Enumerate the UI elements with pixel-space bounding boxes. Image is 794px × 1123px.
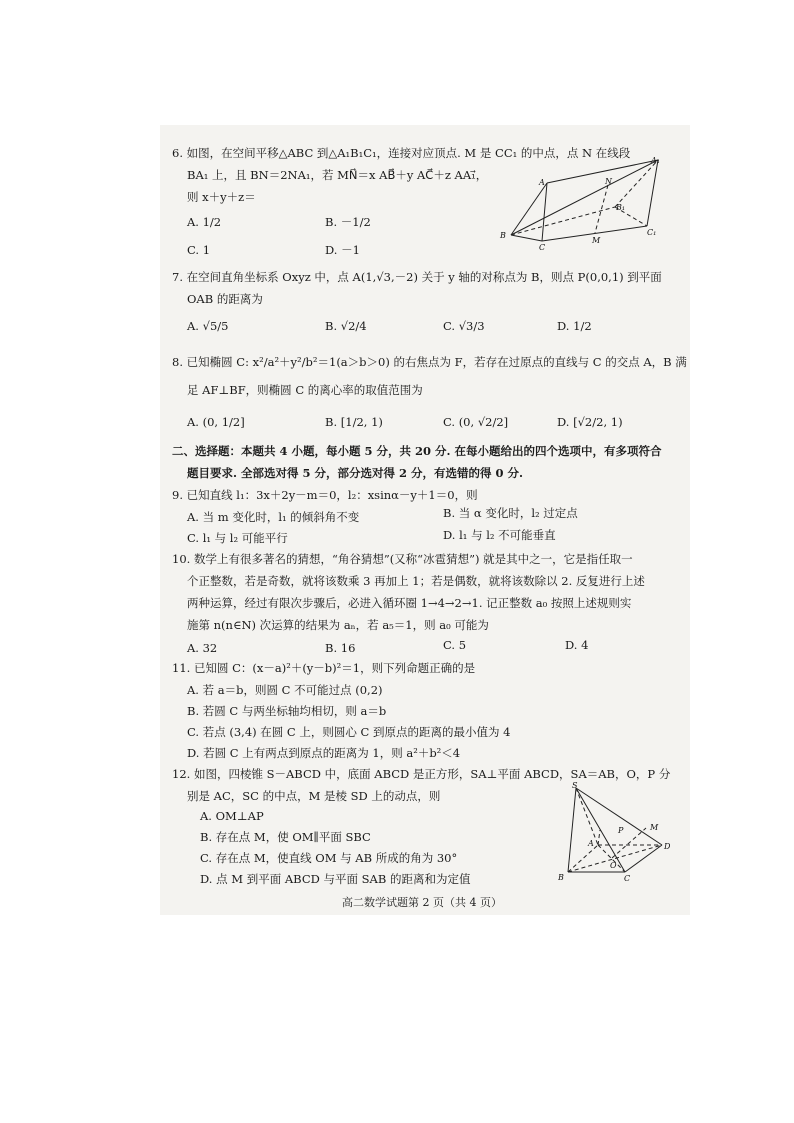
q8-line2: 足 AF⊥BF，则椭圆 C 的离心率的取值范围为 xyxy=(187,383,423,397)
q9-option-a: A. 当 m 变化时，l₁ 的倾斜角不变 xyxy=(187,510,360,524)
q7-option-c: C. √3/3 xyxy=(443,319,485,333)
label-A1: A₁ xyxy=(651,156,660,165)
label-B: B xyxy=(500,231,506,240)
prism-figure xyxy=(495,155,675,250)
label-S: S xyxy=(572,782,578,790)
label-M12: M xyxy=(650,823,659,832)
q7-line1: 7. 在空间直角坐标系 Oxyz 中，点 A(1,√3,－2) 关于 y 轴的对称点为 B，则点 P(0,0,1) 到平面 xyxy=(172,270,662,284)
q10-line1: 10. 数学上有很多著名的猜想，“角谷猜想”(又称“冰雹猜想”) 就是其中之一，它是指任取一 xyxy=(172,552,633,566)
q10-line4: 施第 n(n∈N) 次运算的结果为 aₙ，若 a₅＝1，则 a₀ 可能为 xyxy=(187,618,489,632)
q12-option-d: D. 点 M 到平面 ABCD 与平面 SAB 的距离和为定值 xyxy=(200,872,471,886)
q12-option-b: B. 存在点 M，使 OM∥平面 SBC xyxy=(200,830,371,844)
q8-option-b: B. [1/2, 1) xyxy=(325,415,383,429)
q7-line2: OAB 的距离为 xyxy=(187,292,263,306)
label-A: A xyxy=(539,178,545,187)
q10-line2: 个正整数，若是奇数，就将该数乘 3 再加上 1；若是偶数，就将该数除以 2. 反复进行上述 xyxy=(187,574,645,588)
q10-option-c: C. 5 xyxy=(443,638,467,652)
q9-option-c: C. l₁ 与 l₂ 可能平行 xyxy=(187,531,288,545)
q9-option-b: B. 当 α 变化时，l₂ 过定点 xyxy=(443,506,578,520)
q8-option-c: C. (0, √2/2] xyxy=(443,415,509,429)
q6-option-b: B. －1/2 xyxy=(325,215,371,229)
q10-option-a: A. 32 xyxy=(187,641,218,655)
q11-line1: 11. 已知圆 C：(x－a)²＋(y－b)²＝1，则下列命题正确的是 xyxy=(172,661,476,675)
q12-option-a: A. OM⊥AP xyxy=(200,809,264,823)
q11-option-d: D. 若圆 C 上有两点到原点的距离为 1，则 a²＋b²＜4 xyxy=(187,746,461,760)
q6-option-d: D. －1 xyxy=(325,243,360,257)
q10-option-b: B. 16 xyxy=(325,641,356,655)
q9-line1: 9. 已知直线 l₁：3x＋2y－m＝0，l₂：xsinα－y＋1＝0，则 xyxy=(172,488,478,502)
pyramid-figure xyxy=(558,782,678,882)
label-D: D xyxy=(664,842,671,851)
q7-option-b: B. √2/4 xyxy=(325,319,367,333)
q6-line2: BA₁ 上，且 BN＝2NA₁，若 MN⃗＝x AB⃗＋y AC⃗＋z AA₁⃗， xyxy=(187,168,488,182)
q6-line1: 6. 如图，在空间平移△ABC 到△A₁B₁C₁，连接对应顶点. M 是 CC₁ 的中点，点 N 在线段 xyxy=(172,146,631,160)
q7-option-d: D. 1/2 xyxy=(557,319,592,333)
q8-option-d: D. [√2/2, 1) xyxy=(557,415,623,429)
q12-line2: 别是 AC，SC 的中点，M 是棱 SD 上的动点，则 xyxy=(187,789,441,803)
label-M: M xyxy=(592,236,601,245)
label-C12: C xyxy=(624,874,631,882)
q12-option-c: C. 存在点 M，使直线 OM 与 AB 所成的角为 30° xyxy=(200,851,458,865)
section2-line2: 题目要求. 全部选对得 5 分，部分选对得 2 分，有选错的得 0 分. xyxy=(187,466,524,480)
q8-option-a: A. (0, 1/2] xyxy=(187,415,245,429)
q10-option-d: D. 4 xyxy=(565,638,589,652)
label-C: C xyxy=(539,243,546,250)
q11-option-c: C. 若点 (3,4) 在圆 C 上，则圆心 C 到原点的距离的最小值为 4 xyxy=(187,725,511,739)
label-B12: B xyxy=(558,873,564,882)
label-N: N xyxy=(605,177,612,186)
q6-line3: 则 x＋y＋z＝ xyxy=(187,190,256,204)
q6-option-a: A. 1/2 xyxy=(187,215,222,229)
label-O: O xyxy=(610,861,617,870)
label-B1: B₁ xyxy=(616,203,626,212)
section2-line1: 二、选择题：本题共 4 小题，每小题 5 分，共 20 分. 在每小题给出的四个选项中，有多项符合 xyxy=(172,444,662,458)
q7-option-a: A. √5/5 xyxy=(187,319,229,333)
page-footer: 高二数学试题第 2 页（共 4 页） xyxy=(342,896,502,909)
q9-option-d: D. l₁ 与 l₂ 不可能垂直 xyxy=(443,528,556,542)
label-A12: A xyxy=(588,839,594,848)
label-P: P xyxy=(618,826,624,835)
q11-option-a: A. 若 a＝b，则圆 C 不可能过点 (0,2) xyxy=(187,683,383,697)
q12-line1: 12. 如图，四棱锥 S－ABCD 中，底面 ABCD 是正方形，SA⊥平面 ABCD，SA＝AB，O，P 分 xyxy=(172,767,671,781)
label-C1: C₁ xyxy=(647,228,657,237)
q10-line3: 两种运算，经过有限次步骤后，必进入循环圈 1→4→2→1. 记正整数 a₀ 按照上述规则实 xyxy=(187,596,632,610)
q8-line1: 8. 已知椭圆 C: x²/a²＋y²/b²＝1(a＞b＞0) 的右焦点为 F，若存在过原点的直线与 C 的交点 A，B 满 xyxy=(172,355,687,369)
q6-option-c: C. 1 xyxy=(187,243,211,257)
q11-option-b: B. 若圆 C 与两坐标轴均相切，则 a＝b xyxy=(187,704,387,718)
